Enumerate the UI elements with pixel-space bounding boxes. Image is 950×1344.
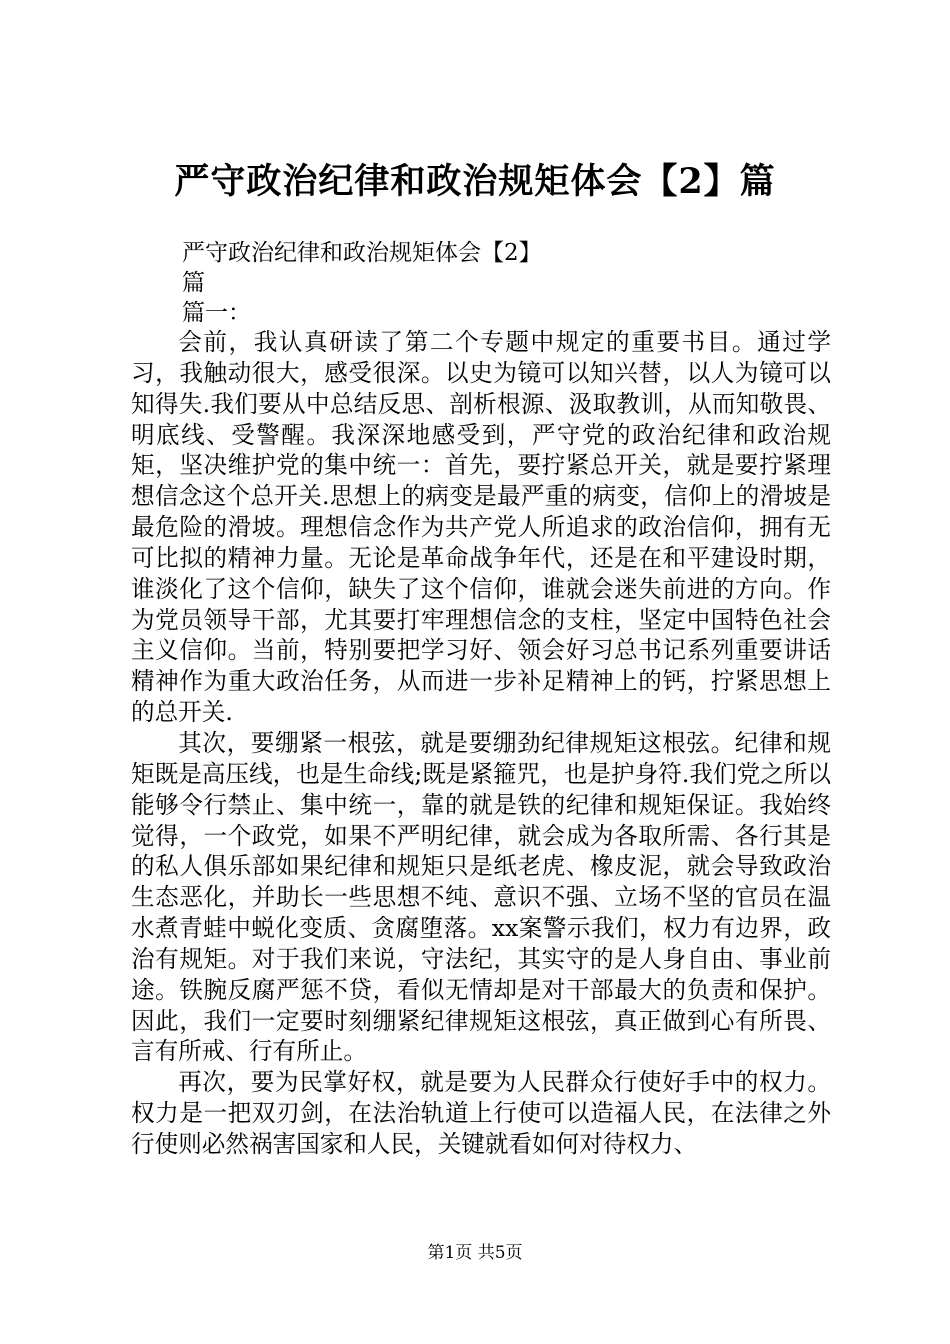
document-body	[131, 327, 831, 1160]
paragraph-3: 再次，要为民掌好权，就是要为人民群众行使好手中的权力。权力是一把双刃剑，在法治轨道上行使可以造福人民，在法律之外行使则必然祸害国家和人民，关键就看如何对待权力、	[131, 1068, 831, 1158]
page-footer: 第1页 共5页	[427, 1243, 523, 1263]
subtitle-line-2: 篇	[182, 270, 205, 296]
paragraph-1: 会前，我认真研读了第二个专题中规定的重要书目。通过学习，我触动很大，感受很深。以史为镜可以知兴替，以人为镜可以知得失.我们要从中总结反思、剖析根源、汲取教训，从而知敬畏、明底线、受警醒。我深深地感受到，严守党的政治纪律和政治规矩，坚决维护党的集中统一：首先，要拧紧总开关，就是要拧紧理想信念这个总开关.思想上的病变是最严重的病变，信仰上的滑坡是最危险的滑坡。理想信念作为共产党人所追求的政治信仰，拥有无可比拟的精神力量。无论是革命战争年代，还是在和平建设时期，谁淡化了这个信仰，缺失了这个信仰，谁就会迷失前进的方向。作为党员领导干部，尤其要打牢理想信念的支柱，坚定中国特色社会主义信仰。当前，特别要把学习好、领会好习总书记系列重要讲话精神作为重大政治任务，从而进一步补足精神上的钙，拧紧思想上的总开关.	[131, 328, 831, 727]
subtitle-line-1: 严守政治纪律和政治规矩体会【2】	[182, 240, 542, 266]
paragraph-2: 其次，要绷紧一根弦，就是要绷劲纪律规矩这根弦。纪律和规矩既是高压线，也是生命线;既是紧箍咒，也是护身符.我们党之所以能够令行禁止、集中统一，靠的就是铁的纪律和规矩保证。我始终觉得，一个政党，如果不严明纪律，就会成为各取所需、各行其是的私人俱乐部如果纪律和规矩只是纸老虎、橡皮泥，就会导致政治生态恶化，并助长一些思想不纯、意识不强、立场不坚的官员在温水煮青蛙中蜕化变质、贪腐堕落。xx案警示我们，权力有边界，政治有规矩。对于我们来说，守法纪，其实守的是人身自由、事业前途。铁腕反腐严惩不贷，看似无情却是对干部最大的负责和保护。因此，我们一定要时刻绷紧纪律规矩这根弦，真正做到心有所畏、言有所戒、行有所止。	[131, 728, 831, 1066]
document-title: 严守政治纪律和政治规矩体会【2】篇	[174, 161, 776, 202]
section-label: 篇一：	[182, 300, 251, 326]
